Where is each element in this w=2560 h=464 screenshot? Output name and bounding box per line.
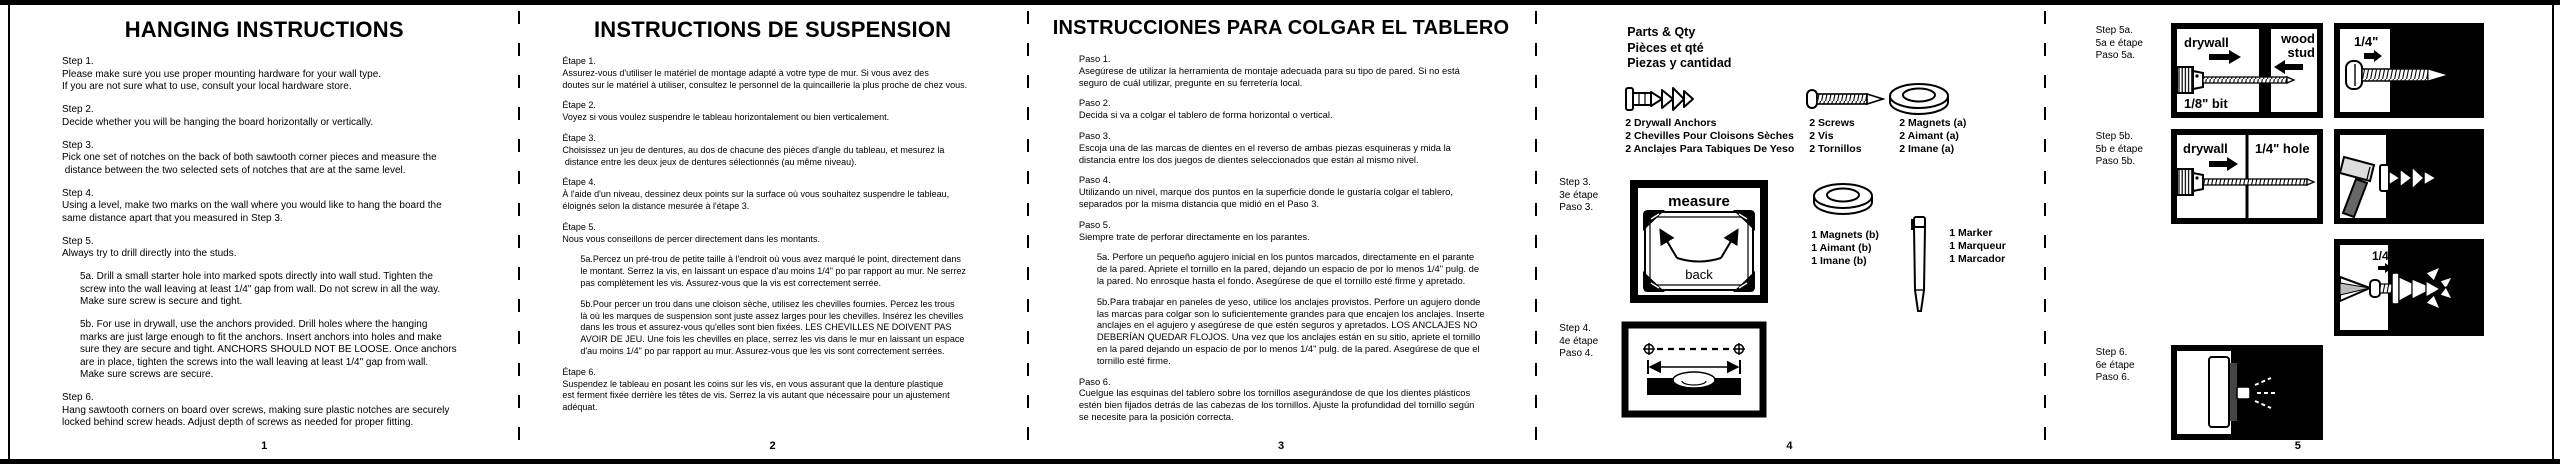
label-line: Pièces et qté [1627, 40, 1704, 55]
step3-reference [1559, 177, 1598, 215]
back-label: back [1685, 267, 1713, 282]
screw-head [2237, 387, 2250, 399]
label-line: Paso 3. [1559, 202, 1594, 213]
label-line: 2 Chevilles Pour Cloisons Sèches [1625, 130, 1794, 142]
step-text-line: doutes sur le matériel à utiliser, consultez le personnel de la quincaillerie la plus proche de chez vous. [562, 79, 968, 90]
stud-label: stud [2287, 45, 2315, 60]
instruction-step [562, 222, 1016, 246]
step-text-line: If you are not sure what to use, consult your local hardware store. [62, 81, 352, 92]
instruction-step [1079, 53, 1525, 88]
screwdriver-anchor-diagram [2334, 239, 2484, 336]
step-text-line: se necesite para la posición correcta. [1078, 410, 1234, 422]
label-line: 1 Imane (b) [1811, 255, 1867, 267]
step-text-line: Decide whether you will be hanging the board horizontally or vertically. [62, 116, 374, 128]
magnets-a-label [1899, 117, 1966, 156]
drill-drywall-stud-diagram [2171, 23, 2323, 118]
label-line: 1 Aimant (b) [1811, 242, 1872, 254]
label-line: 2 Aimant (a) [1899, 130, 1959, 142]
step-text-line: DEBERÍAN QUEDAR FLOJOS. Una vez que los anclajes están en su sitio, apriete el tornillo [1096, 331, 1481, 343]
instruction-step [1079, 130, 1525, 165]
step-text-line: seguro de cuál utilizar, pregunte en su ferretería local. [1078, 76, 1303, 88]
step-text-line: screw into the wall leaving at least 1/4" gap from wall. Do not screw in all the way. [80, 283, 441, 295]
page-title: INSTRUCCIONES PARA COLGAR EL TABLERO [1052, 17, 1510, 39]
step-text-line: estén bien fijados detrás de las cabezas de los tornillos. Ajuste la profundidad del tornillo según [1078, 399, 1475, 411]
label-line: Step 3. [1559, 177, 1591, 188]
step-label: Étape 1. [562, 56, 596, 66]
step-text-line: Escoja una de las marcas de dientes en el reverso de ambas piezas esquineras y mida la [1078, 141, 1451, 153]
step-text-line: Make sure screw is secure and tight. [80, 296, 243, 307]
measure-board-diagram [1629, 179, 1769, 304]
eighth-bit-label: 1/8" bit [2183, 96, 2228, 111]
instruction-step [562, 177, 1016, 212]
step-label: Step 3. [62, 139, 94, 151]
step-label: Étape 6. [562, 366, 596, 377]
instruction-step [62, 236, 508, 261]
label-line: 4e étape [1559, 335, 1599, 347]
panel-english [10, 5, 518, 459]
page-title: HANGING INSTRUCTIONS [124, 17, 404, 42]
step-text-line: 5a. Drill a small starter hole into marked spots directly into wall stud. Tighten the [80, 271, 433, 282]
step-text-line: dans les trous et assurez-vous qu'elles sont bien fixées. LES CHEVILLES NE DOIVENT PAS [580, 322, 952, 333]
step-text-line: Voyez si vous voulez suspendre le tableau horizontalement ou bien verticalement. [562, 112, 890, 123]
label-line: Step 5a. [2095, 25, 2133, 36]
step-text-line: Please make sure you use proper mounting hardware for your wall type. [62, 68, 382, 80]
measure-label: measure [1668, 193, 1731, 210]
page-title: INSTRUCTIONS DE SUSPENSION [593, 17, 952, 42]
drill-quarter-hole-diagram [2171, 129, 2323, 224]
panel-step-illustrations [2044, 5, 2552, 459]
marker-icon [1907, 215, 1931, 315]
step-text-line: marks are just large enough to fit the anchors. Insert anchors into holes and make [80, 331, 442, 343]
step-text-line: las marcas para colgar son lo suficientemente grandes para que encajen los anclajes. Inserte [1096, 307, 1485, 319]
step-text-line: same distance apart that you measured in Step 3. [62, 212, 283, 224]
instruction-step [562, 299, 1016, 358]
instruction-steps [1027, 53, 1535, 423]
step-text-line: sure they are secure and tight. ANCHORS SHOULD NOT BE LOOSE. Once anchors [80, 344, 457, 355]
label-line: 3e étape [1559, 189, 1599, 201]
marker-label [1949, 227, 2006, 266]
step-text-line: adéquat. [562, 402, 598, 413]
step-text-line: Decida si va a colgar el tablero de forma horizontal o vertical. [1078, 109, 1333, 121]
instruction-steps [518, 56, 1026, 414]
step-label: Paso 6. [1078, 375, 1111, 387]
level-diagram [1621, 321, 1767, 418]
label-line: Step 5b. [2095, 131, 2133, 142]
step-text-line: là où les marques de suspension sont juste assez larges pour les chevilles. Insérez les chevilles [580, 310, 964, 321]
label-line: Paso 4. [1559, 348, 1594, 359]
magnet-icon [1887, 81, 1951, 117]
step-text-line: Hang sawtooth corners on board over screws, making sure plastic notches are securely [62, 404, 450, 416]
instruction-step [562, 254, 1016, 289]
step-label: Étape 4. [562, 177, 596, 188]
label-line: 5a e étape [2095, 37, 2143, 49]
label-line: 1 Magnets (b) [1811, 229, 1879, 241]
magnet-icon [1811, 181, 1875, 217]
step-text-line: separados por la misma distancia que midió en el Paso 3. [1078, 197, 1320, 209]
step-label: Paso 4. [1078, 174, 1111, 186]
step-text-line: Suspendez le tableau en posant les coins sur les vis, en vous assurant que la denture plastique [562, 378, 944, 389]
step-label: Paso 1. [1078, 53, 1111, 64]
step-text-line: are in place, tighten the screws into the wall leaving at least 1/4" gap from wall. [80, 356, 429, 368]
step-text-line: Asegúrese de utilizar la herramienta de montaje adecuada para su tipo de pared. Si no está [1078, 64, 1460, 76]
instruction-step [562, 367, 1016, 414]
step-text-line: Nous vous conseillons de percer directement dans les montants. [562, 233, 821, 244]
step-text-line: de la pared. Apriete el tornillo en la pared, dejando un espacio de por lo menos 1/4" pulg. de [1096, 263, 1480, 275]
label-line: 2 Imane (a) [1899, 143, 1955, 155]
step-text-line: Make sure screws are secure. [80, 369, 214, 380]
panel-row [10, 5, 2552, 459]
quarter-hole-label: 1/4" hole [2254, 141, 2310, 156]
step5b-reference [2096, 131, 2143, 169]
sheet-border-bottom [0, 459, 2560, 464]
page-number: 3 [1277, 440, 1285, 452]
panel-french [518, 5, 1026, 459]
instruction-steps [10, 56, 518, 430]
label-line: Step 6. [2095, 347, 2128, 358]
step-label: Étape 2. [562, 100, 596, 111]
step-text-line: tornillo esté firme. [1096, 354, 1171, 366]
step-text-line: Assurez-vous d'utiliser le matériel de montage adapté à votre type de mur. Si vous avez des [562, 67, 929, 78]
label-line: 5b e étape [2095, 143, 2143, 155]
instruction-step [1079, 219, 1525, 243]
label-line: 1 Marker [1949, 227, 1993, 239]
instruction-step [62, 188, 508, 226]
screw-gap-diagram [2334, 23, 2484, 118]
step-text-line: anclajes en el agujero y asegúrese de que estén seguros y apretados. LOS ANCLAJES NO [1096, 319, 1478, 331]
step-text-line: distance between the two selected sets of notches that are at the same level. [62, 164, 406, 176]
instruction-step [1079, 97, 1525, 121]
instruction-step [1079, 296, 1525, 367]
screw-icon [1805, 87, 1885, 111]
step-text-line: distance entre les deux jeux de dentures sélectionnés (au même niveau). [562, 156, 857, 167]
instruction-step [62, 140, 508, 178]
quarter-inch-label: 1/4" [2353, 34, 2378, 49]
label-line: Step 4. [1559, 323, 1591, 334]
drywall-anchors-label [1625, 117, 1794, 156]
board-edge [2209, 357, 2229, 427]
sheet-border-right [2552, 5, 2554, 459]
step-label: Paso 5. [1078, 218, 1111, 230]
step5a-reference [2096, 25, 2143, 63]
label-line: Paso 5a. [2095, 50, 2136, 61]
wood-label: wood [2280, 31, 2315, 46]
step-text-line: 5b.Pour percer un trou dans une cloison sèche, utilisez les chevilles fournies. Percez les trous [580, 298, 955, 309]
panel-spanish [1027, 5, 1535, 459]
step-text-line: locked behind screw heads. Adjust depth of screws as needed for proper fitting. [62, 417, 414, 428]
instruction-step [62, 271, 508, 309]
step-text-line: Choisissez un jeu de dentures, au dos de chacune des pièces d'angle du tableau, et mesurez la [562, 144, 945, 155]
instruction-step [562, 133, 1016, 168]
instruction-step [62, 392, 508, 430]
step-text-line: 5b. For use in drywall, use the anchors provided. Drill holes where the hanging [80, 319, 428, 330]
step-label: Step 1. [62, 56, 94, 67]
panel-parts [1535, 5, 2043, 459]
instruction-step [1079, 174, 1525, 209]
board-mounted-diagram [2171, 345, 2323, 440]
drywall-anchor-icon [1623, 81, 1695, 117]
step-text-line: distancia entre los dos juegos de dientes seleccionados que están al mismo nivel. [1078, 153, 1419, 165]
step6-reference [2096, 347, 2135, 385]
label-line: Piezas y cantidad [1627, 56, 1732, 70]
label-line: 2 Magnets (a) [1899, 117, 1967, 129]
instruction-step [562, 100, 1016, 124]
step-text-line: en la pared dejando un espacio de por lo menos 1/4" pulg. de la pared. Asegúrese de que el [1096, 342, 1480, 354]
instruction-step [1079, 251, 1525, 286]
instruction-step [62, 319, 508, 382]
label-line: 2 Screws [1809, 117, 1855, 129]
step-label: Paso 2. [1078, 97, 1111, 109]
step-text-line: d'au moins 1/4" po par rapport au mur. Assurez-vous que les vis sont correctement serrées. [580, 345, 945, 356]
step-text-line: Always try to drill directly into the studs. [62, 248, 237, 259]
label-line: 1 Marcador [1949, 253, 2006, 265]
step-text-line: AVOIR DE JEU. Une fois les chevilles en place, serrez les vis dans le mur en laissant un espace [580, 334, 965, 345]
step-text-line: Pick one set of notches on the back of both sawtooth corner pieces and measure the [62, 152, 437, 163]
instruction-step [62, 104, 508, 129]
step-label: Step 2. [62, 104, 94, 115]
label-line: 2 Anclajes Para Tabiques De Yeso [1625, 143, 1795, 155]
step4-reference [1559, 323, 1598, 361]
label-line: 2 Vis [1809, 130, 1834, 142]
label-line: 6e étape [2095, 359, 2135, 371]
label-line: Paso 6. [2095, 372, 2130, 383]
step-label: Step 5. [62, 235, 94, 247]
step-label: Étape 5. [562, 221, 596, 232]
step-text-line: la pared. No enrosque hasta el fondo. Asegúrese de que el tornillo esté firme y apretado. [1096, 274, 1466, 286]
sawtooth-strip [2229, 363, 2237, 421]
parts-heading [1627, 25, 1731, 72]
step-label: Step 6. [62, 392, 94, 403]
instruction-step [1079, 376, 1525, 423]
step-label: Step 4. [62, 187, 94, 199]
page-number: 1 [261, 440, 268, 452]
label-line: 2 Drywall Anchors [1625, 117, 1717, 129]
instruction-step [562, 56, 1016, 91]
step-text-line: 5b.Para trabajar en paneles de yeso, utilice los anclajes provistos. Perfore un agujero donde [1096, 295, 1481, 307]
step-text-line: 5a.Percez un pré-trou de petite taille à l'endroit où vous avez marqué le point, directement dans [580, 254, 961, 265]
page-number: 4 [1786, 440, 1793, 452]
drywall-label: drywall [2183, 35, 2229, 50]
drywall-label: drywall [2182, 141, 2228, 156]
label-line: Parts & Qty [1627, 25, 1696, 39]
step-label: Étape 3. [562, 132, 596, 143]
step-text-line: 5a. Perfore un pequeño agujero inicial en los puntos marcados, directamente en el parante [1096, 251, 1475, 263]
quarter-inch-label: 1/4" [2371, 249, 2394, 263]
page-number: 5 [2294, 440, 2301, 452]
step-text-line: Siempre trate de perforar directamente en los parantes. [1078, 230, 1310, 242]
label-line: 1 Marqueur [1949, 240, 2006, 252]
label-line: 2 Tornillos [1809, 143, 1862, 155]
page-number: 2 [769, 440, 776, 452]
step-text-line: éloignés selon la distance mesurée à l'étape 3. [562, 200, 750, 211]
instruction-step [62, 56, 508, 94]
magnets-b-label [1811, 229, 1879, 268]
step-text-line: est ferment fixée derrière les têtes de vis. Serrez la vis autant que nécessaire pour un ajustement [562, 390, 950, 401]
step-text-line: pas complètement les vis. Assurez-vous que la vis est correctement serrée. [580, 277, 882, 288]
hammer-anchor-diagram [2334, 129, 2484, 224]
label-line: Paso 5b. [2095, 156, 2136, 167]
step-text-line: Using a level, make two marks on the wall where you would like to hang the board the [62, 200, 442, 211]
step-text-line: Utilizando un nivel, marque dos puntos en la superficie donde le gustaría colgar el tablero, [1078, 186, 1453, 198]
step-text-line: À l'aide d'un niveau, dessinez deux points sur la surface où vous souhaitez suspendre le tableau, [562, 189, 950, 200]
screws-label [1809, 117, 1861, 156]
step-label: Paso 3. [1078, 129, 1111, 141]
step-text-line: Cuelgue las esquinas del tablero sobre los tornillos asegurándose de que los dientes plásticos [1078, 387, 1471, 399]
step-text-line: le montant. Serrez la vis, en laissant un espace d'au moins 1/4" po par rapport au mur. Ne serrez [580, 266, 967, 277]
